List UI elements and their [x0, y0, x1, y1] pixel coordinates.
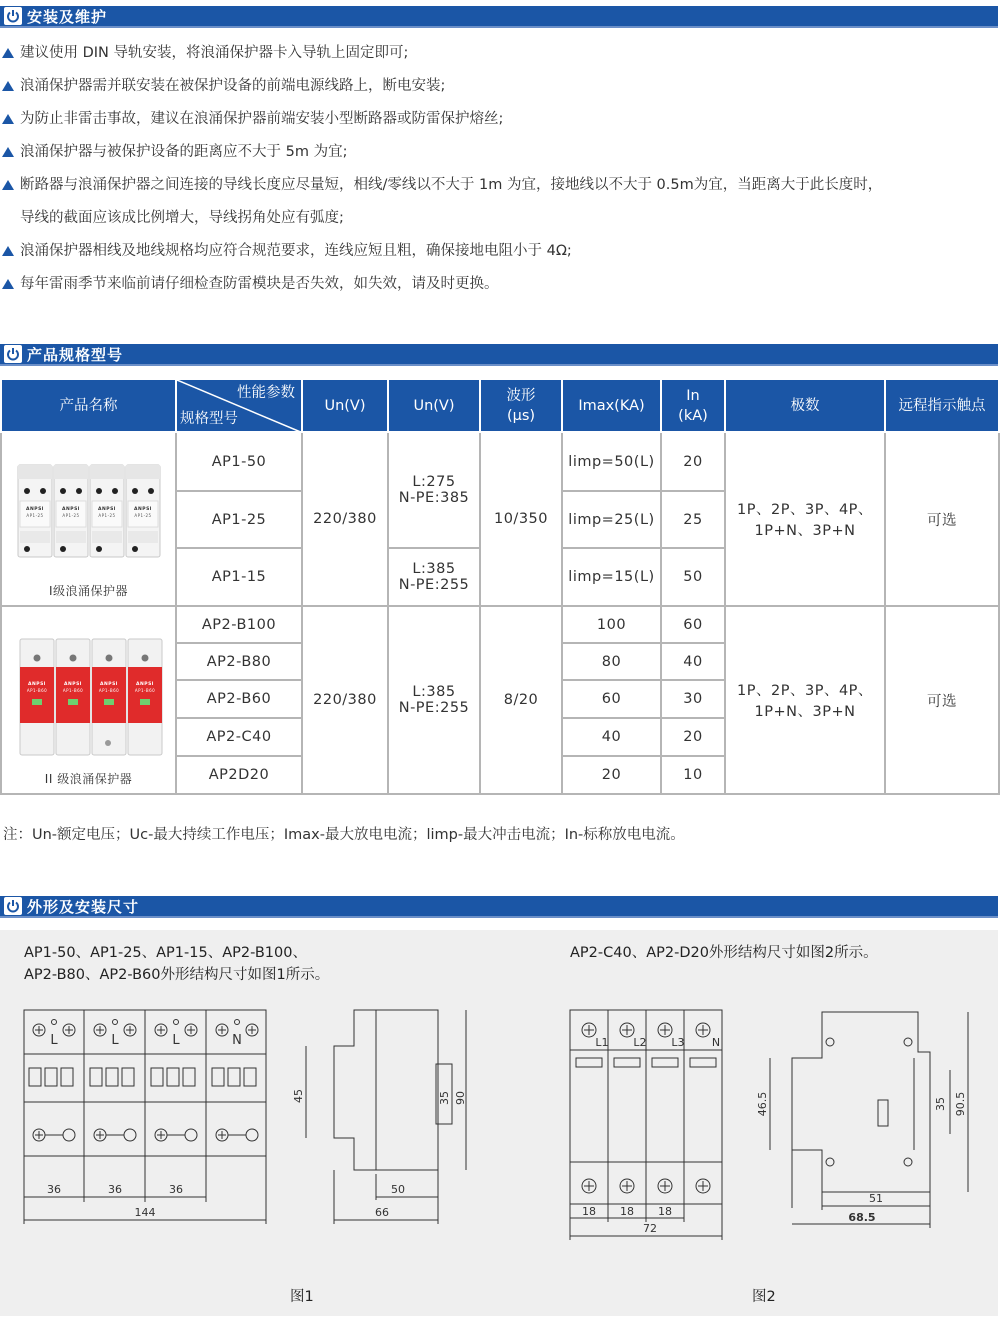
header-product-name: 产品名称	[1, 379, 176, 432]
svg-text:18: 18	[620, 1205, 634, 1218]
install-notes	[0, 37, 1000, 301]
table-header-row	[1, 379, 999, 432]
header-model: 规格型号	[180, 411, 238, 427]
in-cell: 10	[661, 756, 725, 794]
product-image-cell-type1	[1, 432, 176, 606]
header-poles: 极数	[725, 379, 885, 432]
model-cell: AP1-15	[176, 548, 302, 606]
note-item: 每年雷雨季节来临前请仔细检查防雷模块是否失效，如失效，请及时更换。	[0, 268, 1000, 301]
triangle-bullet-icon	[2, 48, 14, 58]
section-title: 产品规格型号	[27, 345, 124, 364]
header-diagonal	[176, 379, 302, 432]
imax-cell: 40	[562, 718, 661, 756]
model-cell: AP1-50	[176, 432, 302, 491]
product-caption: II 级浪涌保护器	[44, 772, 133, 786]
un-cell: 220/380	[302, 432, 388, 606]
model-cell: AP2-B60	[176, 680, 302, 718]
triangle-bullet-icon	[2, 246, 14, 256]
product-image-cell-type2	[1, 606, 176, 794]
svg-text:90: 90	[454, 1091, 467, 1105]
imax-cell: limp=25(L)	[562, 491, 661, 548]
svg-text:L2: L2	[633, 1036, 647, 1049]
imax-cell: 60	[562, 680, 661, 718]
svg-text:45: 45	[292, 1089, 305, 1103]
note-item: 断路器与浪涌保护器之间连接的导线长度应尽量短，相线/零线以不大于 1m 为宜，接地线以不大于 0.5m为宜，当距离大于此长度时，	[0, 169, 1000, 202]
in-cell: 40	[661, 643, 725, 680]
section-title: 外形及安装尺寸	[27, 897, 140, 916]
svg-text:72: 72	[643, 1222, 657, 1235]
table-row	[1, 432, 999, 491]
fig1-label: 图1	[290, 1289, 314, 1305]
power-icon	[4, 7, 22, 25]
note-item: 浪涌保护器相线及地线规格均应符合规范要求，连线应短且粗，确保接地电阻小于 4Ω;	[0, 235, 1000, 268]
svg-text:35: 35	[438, 1091, 451, 1105]
svg-text:50: 50	[391, 1183, 405, 1196]
header-imax: Imax(KA)	[562, 379, 661, 432]
svg-text:L: L	[172, 1033, 180, 1048]
section-header-dimension	[0, 896, 998, 918]
poles-cell: 1P、2P、3P、4P、 1P+N、3P+N	[725, 432, 885, 606]
svg-text:AP1-B60: AP1-B60	[26, 688, 48, 693]
svg-text:AP1-25: AP1-25	[26, 513, 44, 518]
header-in: In (kA)	[661, 379, 725, 432]
svg-text:36: 36	[108, 1183, 122, 1196]
fig2-label: 图2	[752, 1289, 776, 1305]
model-cell: AP1-25	[176, 491, 302, 548]
svg-text:ANPSI: ANPSI	[26, 507, 44, 512]
remote-cell: 可选	[885, 432, 999, 606]
spec-table	[0, 378, 1000, 795]
in-cell: 60	[661, 606, 725, 643]
triangle-bullet-icon	[2, 114, 14, 124]
svg-text:L1: L1	[595, 1036, 609, 1049]
svg-text:N: N	[711, 1036, 721, 1049]
svg-text:ANPSI: ANPSI	[28, 682, 46, 687]
in-cell: 30	[661, 680, 725, 718]
svg-text:66: 66	[375, 1206, 389, 1219]
section-title: 安装及维护	[27, 7, 108, 26]
power-icon	[4, 897, 22, 915]
fig2-intro: AP2-C40、AP2-D20外形结构尺寸如图2所示。	[570, 945, 878, 961]
note-item: 为防止非雷击事故，建议在浪涌保护器前端安装小型断路器或防雷保护熔丝;	[0, 103, 1000, 136]
model-cell: AP2-B80	[176, 643, 302, 680]
in-cell: 50	[661, 548, 725, 606]
uc-cell: L:275 N-PE:385	[388, 432, 480, 548]
svg-text:36: 36	[47, 1183, 61, 1196]
svg-text:90.5: 90.5	[954, 1091, 967, 1117]
fig1-intro: AP1-50、AP1-25、AP1-15、AP2-B100、 AP2-B80、AP2-B60外形结构尺寸如图1所示。	[24, 945, 330, 983]
model-cell: AP2D20	[176, 756, 302, 794]
imax-cell: 100	[562, 606, 661, 643]
header-un: Un(V)	[302, 379, 388, 432]
imax-cell: 80	[562, 643, 661, 680]
fig2-front-view	[562, 1002, 742, 1252]
uc-cell: L:385 N-PE:255	[388, 606, 480, 794]
note-item: 浪涌保护器需并联安装在被保护设备的前端电源线路上，断电安装;	[0, 70, 1000, 103]
header-remote: 远程指示触点	[885, 379, 999, 432]
fig2-side-view	[750, 1002, 980, 1252]
svg-text:18: 18	[658, 1205, 672, 1218]
footnote: 注：Un-额定电压；Uc-最大持续工作电压；Imax-最大放电电流；limp-最大冲击电流；In-标称放电电流。	[3, 827, 685, 843]
svg-text:18: 18	[582, 1205, 596, 1218]
header-uc: Un(V)	[388, 379, 480, 432]
triangle-bullet-icon	[2, 81, 14, 91]
model-cell: AP2-B100	[176, 606, 302, 643]
model-cell: AP2-C40	[176, 718, 302, 756]
table-row	[1, 606, 999, 643]
wave-cell: 8/20	[480, 606, 562, 794]
svg-text:35: 35	[934, 1097, 947, 1111]
svg-text:51: 51	[869, 1192, 883, 1205]
wave-cell: 10/350	[480, 432, 562, 606]
fig1-front-view	[16, 1002, 286, 1252]
product-image-type1	[16, 461, 166, 571]
svg-text:36: 36	[169, 1183, 183, 1196]
remote-cell: 可选	[885, 606, 999, 794]
product-image-type2	[18, 637, 168, 767]
svg-text:144: 144	[134, 1206, 156, 1219]
svg-text:46.5: 46.5	[756, 1091, 769, 1117]
svg-text:68.5: 68.5	[848, 1211, 876, 1224]
svg-text:L: L	[111, 1033, 119, 1048]
svg-text:N: N	[232, 1033, 242, 1048]
fig1-side-view	[286, 1002, 486, 1252]
in-cell: 20	[661, 718, 725, 756]
poles-cell: 1P、2P、3P、4P、 1P+N、3P+N	[725, 606, 885, 794]
note-item-continuation: 导线的截面应该成比例增大，导线拐角处应有弧度;	[20, 210, 344, 226]
section-header-install	[0, 6, 998, 28]
note-item: 浪涌保护器与被保护设备的距离应不大于 5m 为宜;	[0, 136, 1000, 169]
imax-cell: limp=50(L)	[562, 432, 661, 491]
in-cell: 25	[661, 491, 725, 548]
section-header-spec	[0, 344, 998, 366]
un-cell: 220/380	[302, 606, 388, 794]
dimension-panel	[0, 930, 998, 1316]
in-cell: 20	[661, 432, 725, 491]
note-item: 建议使用 DIN 导轨安装，将浪涌保护器卡入导轨上固定即可;	[0, 37, 1000, 70]
uc-cell: L:385 N-PE:255	[388, 548, 480, 606]
triangle-bullet-icon	[2, 180, 14, 190]
svg-text:L: L	[50, 1033, 58, 1048]
triangle-bullet-icon	[2, 279, 14, 289]
header-param: 性能参数	[237, 385, 295, 401]
svg-text:L3: L3	[671, 1036, 685, 1049]
triangle-bullet-icon	[2, 147, 14, 157]
power-icon	[4, 345, 22, 363]
imax-cell: limp=15(L)	[562, 548, 661, 606]
imax-cell: 20	[562, 756, 661, 794]
product-caption: I级浪涌保护器	[48, 584, 129, 598]
header-wave: 波形 (μs)	[480, 379, 562, 432]
